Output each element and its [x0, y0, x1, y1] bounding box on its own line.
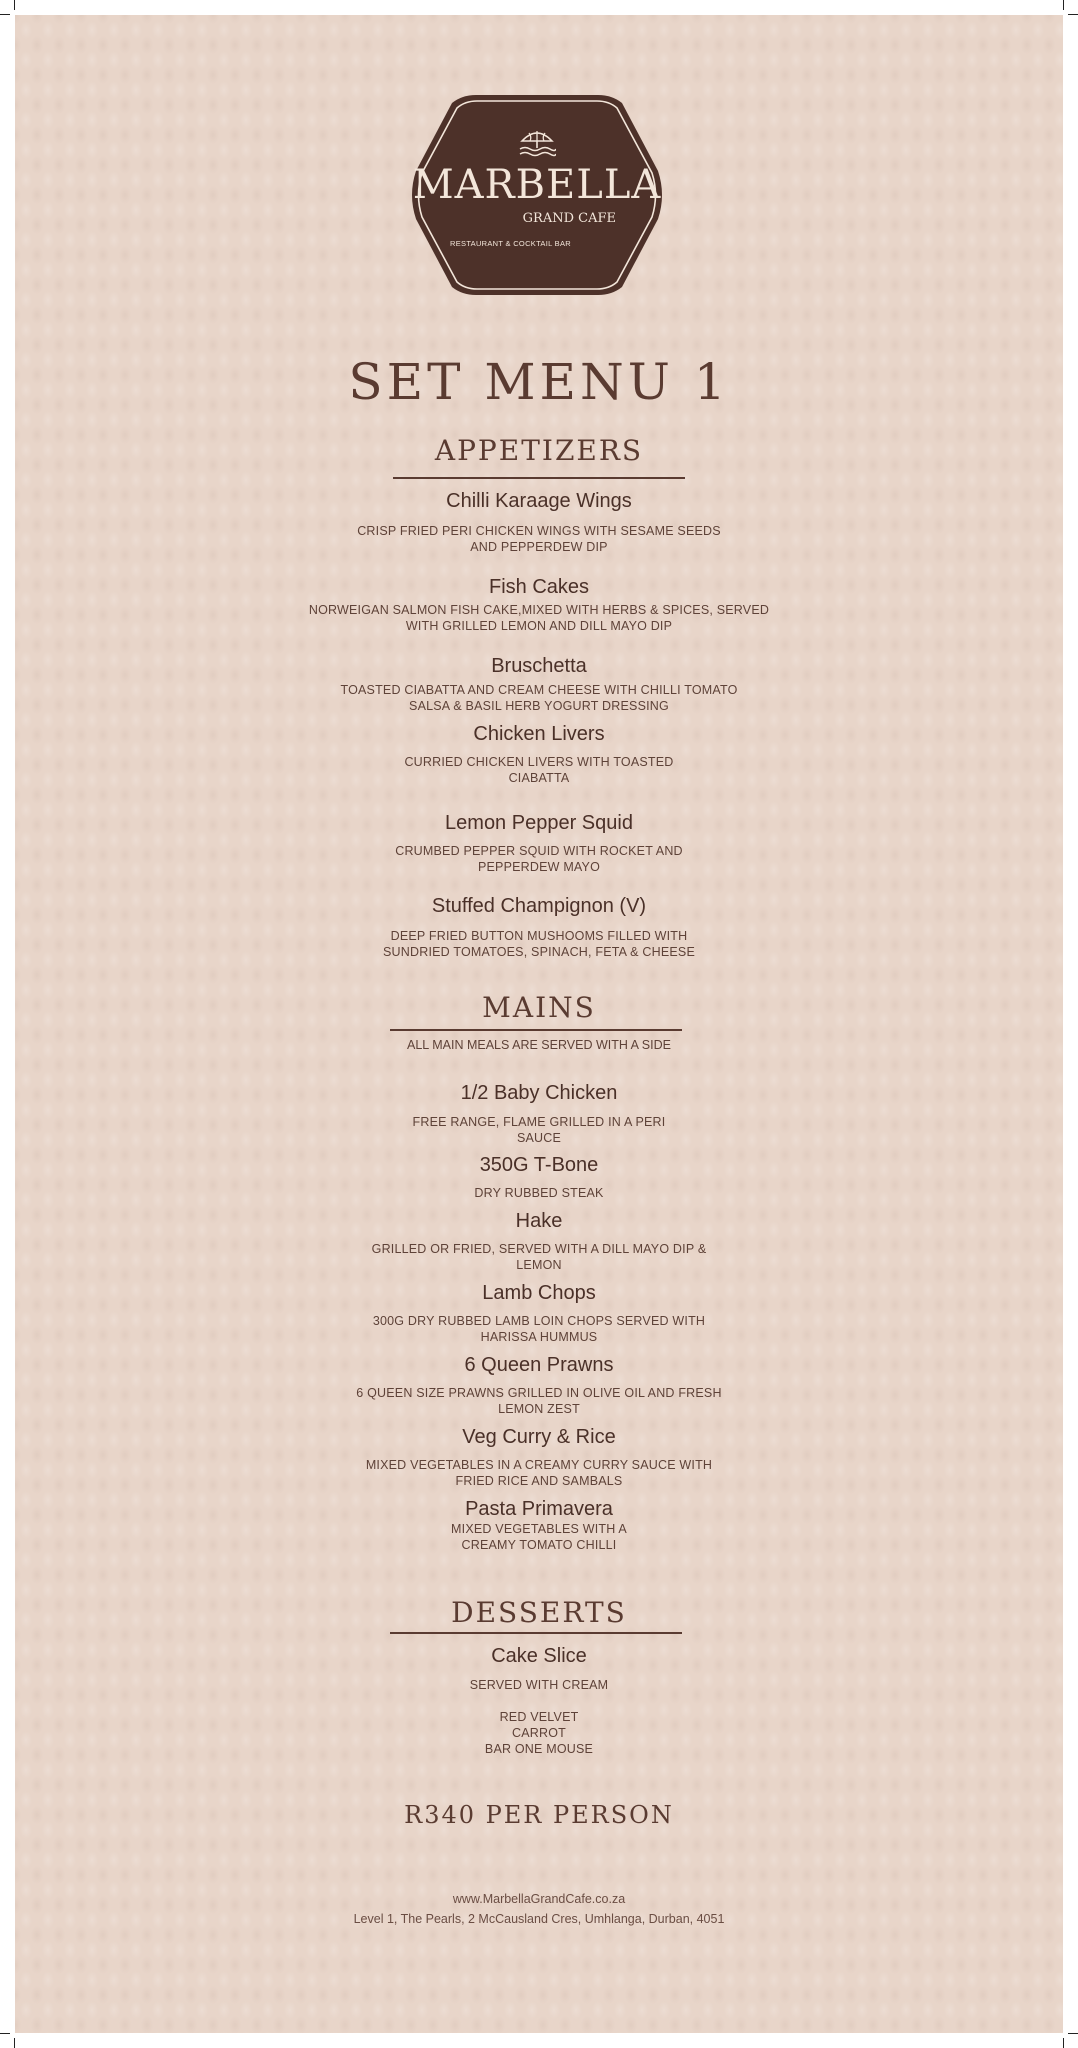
- menu-item-description: HARISSA HUMMUS: [480, 1330, 598, 1344]
- logo-tagline: RESTAURANT & COCKTAIL BAR: [450, 239, 571, 248]
- section-divider: [390, 1632, 682, 1634]
- price-per-person: R340 PER PERSON: [404, 1801, 674, 1829]
- menu-title: SET MENU 1: [348, 353, 730, 411]
- menu-item-description: WITH GRILLED LEMON AND DILL MAYO DIP: [405, 619, 673, 633]
- crop-mark: [1068, 14, 1078, 15]
- menu-item-description: LEMON: [516, 1258, 562, 1272]
- crop-mark: [1068, 2033, 1078, 2034]
- logo-title: MARBELLA: [412, 162, 662, 208]
- menu-item-description: SERVED WITH CREAM: [469, 1678, 609, 1692]
- menu-item-name: Stuffed Champignon (V): [431, 895, 647, 917]
- menu-item-description: CRUMBED PEPPER SQUID WITH ROCKET AND: [395, 844, 683, 858]
- menu-item-description: 300G DRY RUBBED LAMB LOIN CHOPS SERVED WITH: [372, 1314, 706, 1328]
- crop-mark: [14, 2038, 15, 2048]
- crop-mark: [0, 14, 10, 15]
- menu-item-description: FRIED RICE AND SAMBALS: [455, 1474, 623, 1488]
- marbella-logo: [406, 93, 668, 297]
- menu-item-description: MIXED VEGETABLES IN A CREAMY CURRY SAUCE WITH: [365, 1458, 713, 1472]
- menu-item-description: 6 QUEEN SIZE PRAWNS GRILLED IN OLIVE OIL AND FRESH: [356, 1386, 722, 1400]
- menu-item-name: Hake: [515, 1210, 563, 1232]
- address: Level 1, The Pearls, 2 McCausland Cres, Umhlanga, Durban, 4051: [353, 1912, 725, 1926]
- menu-item-name: Cake Slice: [491, 1645, 587, 1667]
- menu-item-name: Chicken Livers: [473, 723, 605, 745]
- menu-item-description: MIXED VEGETABLES WITH A: [451, 1522, 627, 1536]
- crop-mark: [1063, 0, 1064, 10]
- menu-item-description: CRISP FRIED PERI CHICKEN WINGS WITH SESAME SEEDS: [357, 524, 721, 538]
- menu-item-name: Veg Curry & Rice: [462, 1426, 616, 1448]
- crop-mark: [0, 2033, 10, 2034]
- website-link[interactable]: www.MarbellaGrandCafe.co.za: [452, 1892, 626, 1906]
- dessert-option: RED VELVET: [499, 1710, 579, 1724]
- menu-item-description: SUNDRIED TOMATOES, SPINACH, FETA & CHEESE: [383, 945, 695, 959]
- section-divider: [390, 1029, 682, 1031]
- crop-mark: [1063, 2038, 1064, 2048]
- section-heading-desserts: DESSERTS: [451, 1596, 627, 1629]
- menu-item-name: Lemon Pepper Squid: [445, 812, 633, 834]
- menu-item-description: AND PEPPERDEW DIP: [470, 540, 608, 554]
- menu-item-name: Bruschetta: [491, 655, 587, 677]
- menu-item-description: DEEP FRIED BUTTON MUSHOOMS FILLED WITH: [390, 929, 688, 943]
- beach-umbrella-icon: [518, 129, 556, 159]
- mains-note: ALL MAIN MEALS ARE SERVED WITH A SIDE: [407, 1038, 671, 1052]
- menu-item-description: TOASTED CIABATTA AND CREAM CHEESE WITH CHILLI TOMATO: [340, 683, 738, 697]
- menu-item-description: PEPPERDEW MAYO: [477, 860, 601, 874]
- dessert-option: CARROT: [512, 1726, 566, 1740]
- menu-item-name: Chilli Karaage Wings: [446, 490, 632, 512]
- crop-mark: [14, 0, 15, 10]
- menu-item-description: LEMON ZEST: [498, 1402, 580, 1416]
- menu-item-name: 350G T-Bone: [479, 1154, 599, 1176]
- menu-item-description: SAUCE: [516, 1131, 562, 1145]
- menu-item-description: FREE RANGE, FLAME GRILLED IN A PERI: [412, 1115, 666, 1129]
- menu-item-description: CIABATTA: [508, 771, 570, 785]
- menu-item-name: Fish Cakes: [488, 576, 590, 598]
- section-divider: [393, 477, 685, 479]
- dessert-option: BAR ONE MOUSE: [484, 1742, 594, 1756]
- menu-item-name: Lamb Chops: [482, 1282, 596, 1304]
- menu-item-name: Pasta Primavera: [465, 1498, 613, 1520]
- menu-item-description: GRILLED OR FRIED, SERVED WITH A DILL MAYO DIP &: [371, 1242, 707, 1256]
- section-heading-mains: MAINS: [482, 991, 596, 1024]
- menu-item-name: 1/2 Baby Chicken: [460, 1082, 618, 1104]
- menu-item-description: NORWEIGAN SALMON FISH CAKE,MIXED WITH HERBS & SPICES, SERVED: [308, 603, 770, 617]
- menu-item-description: SALSA & BASIL HERB YOGURT DRESSING: [409, 699, 669, 713]
- menu-item-description: DRY RUBBED STEAK: [474, 1186, 604, 1200]
- logo-subtitle: GRAND CAFE: [522, 211, 616, 226]
- menu-item-name: 6 Queen Prawns: [464, 1354, 614, 1376]
- section-heading-appetizers: APPETIZERS: [434, 434, 644, 467]
- menu-item-description: CURRIED CHICKEN LIVERS WITH TOASTED: [404, 755, 674, 769]
- menu-item-description: CREAMY TOMATO CHILLI: [461, 1538, 617, 1552]
